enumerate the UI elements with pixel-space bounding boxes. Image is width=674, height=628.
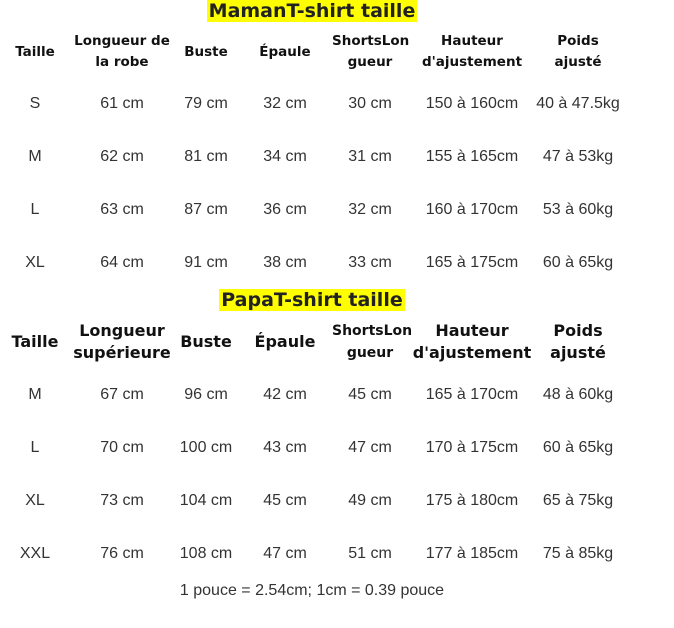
column-header: Poids ajusté [554, 33, 602, 70]
table-cell: 73 cm [100, 492, 144, 509]
table-cell: 150 à 160cm [425, 95, 519, 112]
table-cell: 47 cm [348, 439, 392, 456]
table-cell: 60 à 65kg [542, 439, 614, 456]
table-cell: 165 à 175cm [425, 254, 519, 271]
table-cell: 108 cm [179, 545, 233, 562]
table-cell: 34 cm [263, 148, 307, 165]
table-cell: 67 cm [100, 386, 144, 403]
column-header: Longueur supérieure [73, 321, 171, 362]
table-cell: 45 cm [263, 492, 307, 509]
table-cell: 61 cm [100, 95, 144, 112]
table-cell: L [30, 201, 40, 218]
table-row [0, 241, 620, 285]
table-cell: 38 cm [263, 254, 307, 271]
column-header: Buste [184, 43, 228, 60]
column-header: Buste [180, 332, 232, 351]
table-cell: 79 cm [184, 95, 228, 112]
table-cell: 75 à 85kg [542, 545, 614, 562]
table-cell: 91 cm [184, 254, 228, 271]
table-cell: M [28, 148, 42, 165]
table-cell: 31 cm [348, 148, 392, 165]
column-header: Épaule [254, 332, 316, 351]
table-row [0, 426, 620, 470]
table-cell: 165 à 170cm [425, 386, 519, 403]
table-cell: 104 cm [179, 492, 233, 509]
table-cell: 63 cm [100, 201, 144, 218]
table-row [0, 479, 620, 523]
column-header: Taille [11, 332, 59, 351]
table-row [0, 188, 620, 232]
column-header: ShortsLon gueur [332, 33, 410, 70]
column-header: Poids ajusté [550, 321, 606, 362]
column-header: Hauteur d'ajustement [421, 33, 523, 70]
table-cell: 49 cm [348, 492, 392, 509]
table-cell: 30 cm [348, 95, 392, 112]
table-cell: 32 cm [348, 201, 392, 218]
table-cell: 170 à 175cm [425, 439, 519, 456]
table-cell: 155 à 165cm [425, 148, 519, 165]
table-cell: S [29, 95, 41, 112]
column-header: Taille [15, 43, 55, 60]
table-row [0, 135, 620, 179]
header-row [0, 320, 620, 364]
table-cell: 100 cm [179, 439, 233, 456]
table-cell: 175 à 180cm [425, 492, 519, 509]
table-cell: 47 à 53kg [542, 148, 614, 165]
table-cell: L [30, 439, 40, 456]
column-header: ShortsLon gueur [332, 323, 413, 361]
table-cell: XL [25, 254, 45, 271]
table-cell: 43 cm [263, 439, 307, 456]
table-cell: 47 cm [263, 545, 307, 562]
table-cell: 64 cm [100, 254, 144, 271]
table-cell: 70 cm [100, 439, 144, 456]
table-cell: 51 cm [348, 545, 392, 562]
maman-title: MamanT-shirt taille [208, 0, 416, 22]
table-cell: 42 cm [263, 386, 307, 403]
table-cell: 53 à 60kg [542, 201, 614, 218]
column-header: Hauteur d'ajustement [412, 321, 532, 362]
table-cell: M [28, 386, 42, 403]
column-header: Épaule [259, 43, 311, 60]
table-cell: XL [25, 492, 45, 509]
table-cell: 32 cm [263, 95, 307, 112]
table-cell: 48 à 60kg [542, 386, 614, 403]
column-header: Longueur de la robe [74, 33, 170, 70]
conversion-note: 1 pouce = 2.54cm; 1cm = 0.39 pouce [179, 582, 445, 599]
table-row [0, 532, 620, 576]
table-row [0, 82, 620, 126]
table-cell: 36 cm [263, 201, 307, 218]
papa-title: PapaT-shirt taille [221, 289, 403, 311]
table-cell: 40 à 47.5kg [536, 95, 620, 112]
table-cell: XXL [19, 545, 51, 562]
table-cell: 87 cm [184, 201, 228, 218]
table-cell: 60 à 65kg [542, 254, 614, 271]
table-cell: 65 à 75kg [542, 492, 614, 509]
table-cell: 76 cm [100, 545, 144, 562]
table-cell: 81 cm [184, 148, 228, 165]
table-cell: 45 cm [348, 386, 392, 403]
table-row [0, 373, 620, 417]
table-cell: 160 à 170cm [425, 201, 519, 218]
table-cell: 96 cm [184, 386, 228, 403]
table-cell: 33 cm [348, 254, 392, 271]
header-row [0, 30, 620, 74]
table-cell: 177 à 185cm [425, 545, 519, 562]
table-cell: 62 cm [100, 148, 144, 165]
